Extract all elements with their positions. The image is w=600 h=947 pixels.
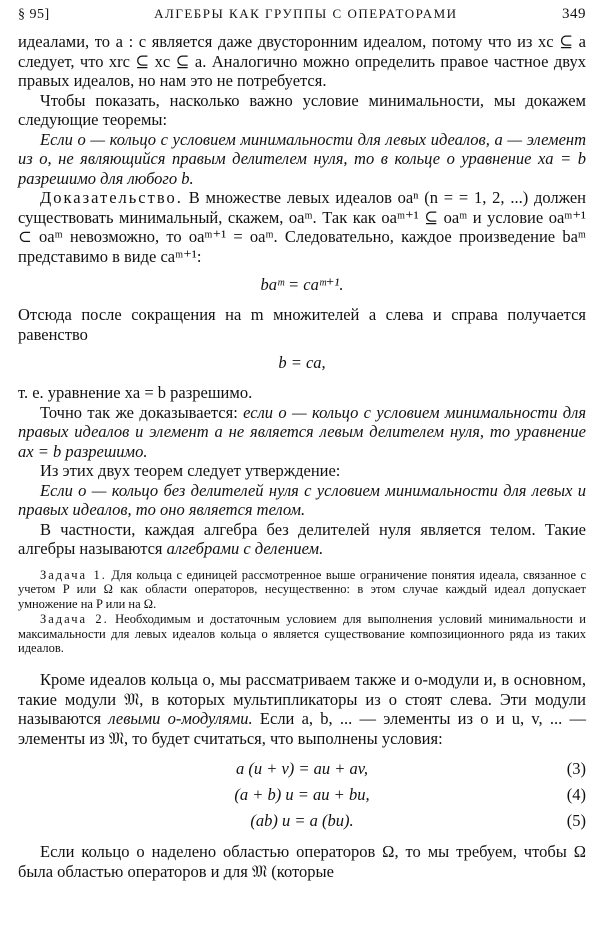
theorem-statement: Если o — кольцо без делителей нуля с условием минимальности для левых и правых идеалов, то оно является телом.: [18, 480, 586, 519]
exercise-2: [18, 612, 586, 656]
numbered-equation: [18, 782, 586, 808]
equation-number: (5): [566, 811, 586, 831]
theorem-statement: если o — кольцо с условием минимальности для правых идеалов и элемент a не является левым делителем нуля, то уравнение ax = b разрешимо.: [18, 402, 586, 461]
section-marker: § 95]: [18, 7, 50, 22]
paragraph: [18, 670, 586, 748]
exercise-text: Для кольца с единицей рассмотренное выше ограничение понятия идеала, связанное с учетом P или Ω как области операторов, несущественно: в этом случае каждый идеал допускает умножение на P или на Ω.: [18, 567, 587, 612]
paragraph-lead: Кроме идеалов кольца o, мы рассматриваем также и o-модули и, в основном, такие модули 𝔐, в которых мультипликаторы из o стоят слева. Эти модули называются: [18, 670, 586, 729]
equation-expression: (ab) u = a (bu).: [250, 811, 354, 831]
defined-term: алгебрами с делением.: [166, 539, 324, 558]
display-formula: baᵐ = caᵐ⁺¹.: [260, 275, 344, 294]
running-header: [18, 6, 586, 32]
running-title: АЛГЕБРЫ КАК ГРУППЫ С ОПЕРАТОРАМИ: [154, 6, 458, 21]
exercise-1: [18, 568, 586, 612]
paragraph: [18, 403, 586, 462]
defined-term: левыми o-модулями.: [108, 709, 253, 729]
exercise-text: Необходимым и достаточным условием для выполнения условий минимальности и максимальности для левых идеалов кольца o является существование композиционного ряда из таких идеалов.: [18, 611, 586, 656]
paragraph-lead: В частности, каждая алгебра без делителей нуля является телом. Такие алгебры называются: [18, 519, 586, 558]
paragraph: Если кольцо o наделено областью операторов Ω, то мы требуем, чтобы Ω была областью операторов и для 𝔐 (которые: [18, 842, 586, 881]
exercise-label: Задача 1.: [40, 567, 107, 582]
main-text: [18, 32, 586, 559]
exercises: [18, 568, 586, 657]
equation-list: [18, 756, 586, 834]
paragraph-tail: Если a, b, ... — элементы из o и u, v, ... — элементы из 𝔐, то будет считаться, что выполнены условия:: [18, 709, 587, 748]
numbered-equation: [18, 808, 586, 834]
exercise-label: Задача 2.: [40, 611, 109, 626]
equation-number: (3): [566, 759, 586, 779]
page-number: 349: [561, 6, 586, 22]
display-formula: b = ca,: [278, 353, 326, 372]
paragraph: [18, 520, 586, 559]
paragraph: идеалами, то a : c является даже двусторонним идеалом, потому что из xc ⊆ a следует, что xrc ⊆ xc ⊆ a. Аналогично можно определить правое частное двух правых идеалов, но нам это не потребуется.: [18, 32, 586, 90]
equation-number: (4): [566, 785, 586, 805]
main-text-continued: [18, 670, 586, 881]
numbered-equation: [18, 756, 586, 782]
theorem-statement: Если o — кольцо с условием минимальности для левых идеалов, a — элемент из o, не являющийся правым делителем нуля, то в кольце o уравнение xa = b разрешимо для любого b.: [18, 129, 586, 188]
proof-text: В множестве левых идеалов oaⁿ (n = = 1, 2, ...) должен существовать минимальный, скажем, oaᵐ. Так как oaᵐ⁺¹ ⊆ oaᵐ и условие oaᵐ⁺¹ ⊂ oaᵐ невозможно, то oaᵐ⁺¹ = oaᵐ. Следовательно, каждое произведение baᵐ представимо в виде caᵐ⁺¹:: [18, 188, 587, 266]
paragraph-lead: Точно так же доказывается:: [40, 402, 238, 422]
equation-expression: a (u + v) = au + av,: [235, 759, 369, 779]
paragraph: т. е. уравнение xa = b разрешимо.: [18, 383, 253, 402]
equation-expression: (a + b) u = au + bu,: [234, 785, 370, 805]
paragraph: Из этих двух теорем следует утверждение:: [40, 461, 341, 480]
proof-paragraph: [18, 188, 586, 266]
book-page: [18, 6, 586, 881]
proof-label: Доказательство.: [40, 188, 183, 207]
paragraph: Чтобы показать, насколько важно условие минимальности, мы докажем следующие теоремы:: [18, 90, 586, 129]
paragraph: Отсюда после сокращения на m множителей a слева и справа получается равенство: [18, 305, 586, 344]
